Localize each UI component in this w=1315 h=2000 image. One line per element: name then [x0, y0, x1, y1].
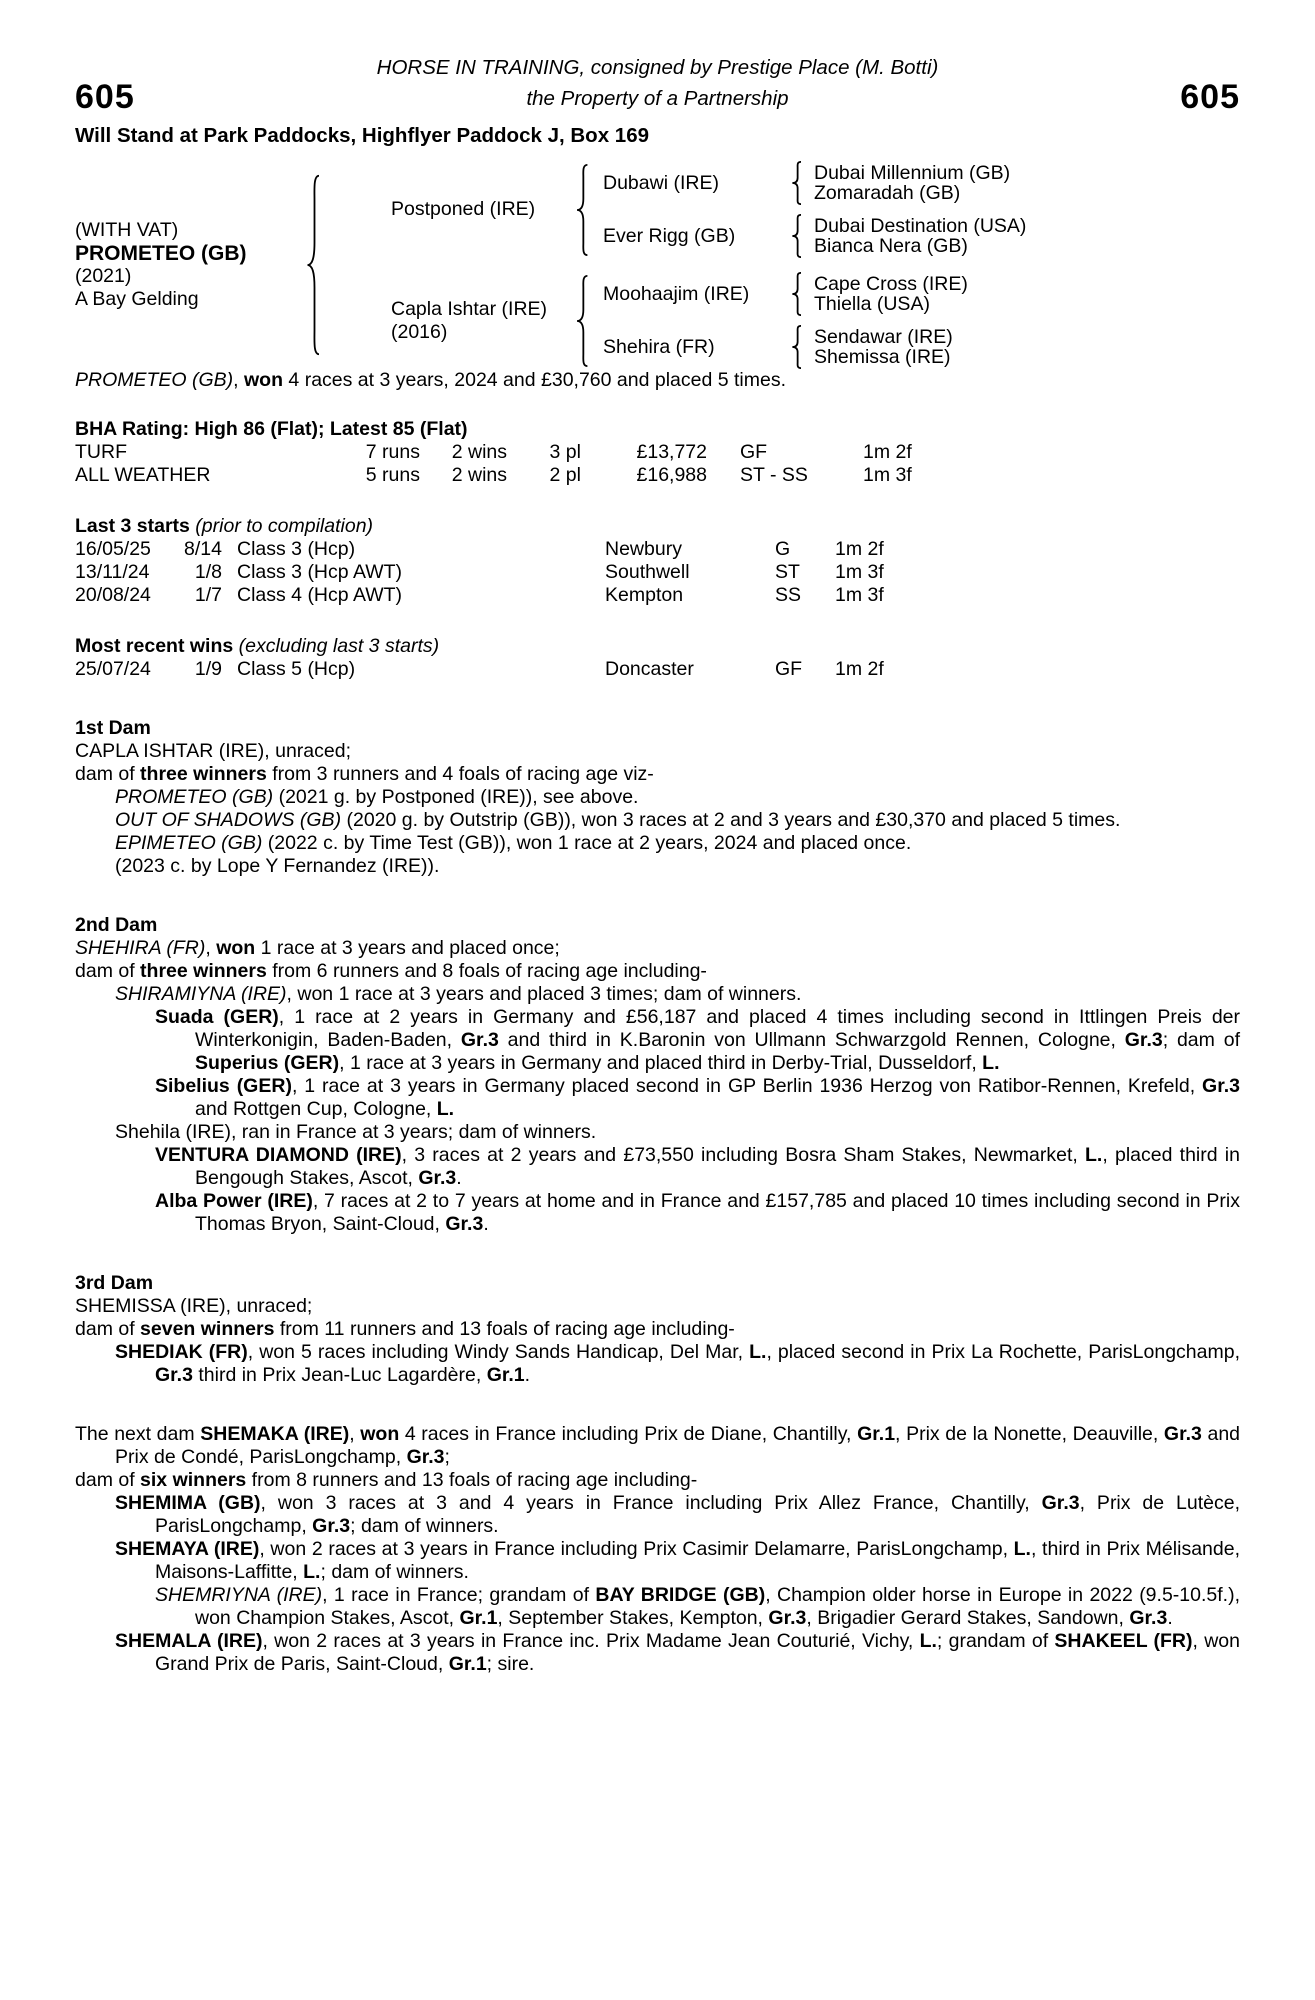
- dam-heading: 1st Dam: [75, 717, 151, 739]
- vat-note: (WITH VAT): [75, 219, 179, 241]
- text-segment: won: [216, 937, 256, 959]
- text-segment: SHEMAYA (IRE): [115, 1538, 260, 1560]
- ancestor-name: Sendawar (IRE): [814, 325, 953, 348]
- text-segment: 4 races in France including Prix de Diane, Chantilly,: [399, 1423, 858, 1445]
- text-segment: Gr.3: [768, 1607, 807, 1629]
- text-segment: , Prix de Lutèce, ParisLongchamp,: [155, 1492, 1241, 1537]
- text-segment: BAY BRIDGE (GB): [595, 1584, 766, 1606]
- pedigree-halves: [323, 161, 1026, 369]
- race-summary: [75, 369, 1240, 392]
- text-segment: SHEHIRA (FR): [75, 937, 206, 959]
- bha-stats-table: [75, 441, 1240, 487]
- text-segment: , 3 races at 2 years and £73,550 including Bosra Sham Stakes, Newmarket,: [401, 1144, 1086, 1166]
- text-segment: six winners: [140, 1469, 247, 1491]
- text-segment: , Prix de la Nonette, Deauville,: [895, 1423, 1164, 1445]
- ancestor-name: Ever Rigg (GB): [603, 224, 736, 247]
- lot-number-left: 605: [75, 78, 135, 116]
- pedigree-paragraph: [115, 832, 1240, 855]
- text-segment: SHEMIMA (GB): [115, 1492, 261, 1514]
- text-segment: and Prix de Condé, ParisLongchamp,: [115, 1423, 1241, 1468]
- table-cell: 5 runs: [365, 464, 420, 486]
- table-cell: 2 wins: [451, 464, 507, 486]
- text-segment: Gr.3: [445, 1213, 484, 1235]
- text-segment: Gr.3: [406, 1446, 445, 1468]
- text-segment: ; dam of: [1162, 1029, 1240, 1051]
- text-segment: L.: [436, 1098, 455, 1120]
- table-cell: 7 runs: [365, 441, 420, 463]
- table-cell: 1/7: [194, 584, 222, 606]
- great-grandparents: [804, 216, 1026, 257]
- great-grandparents: [804, 274, 968, 315]
- pedigree-paragraph: [155, 1144, 1240, 1190]
- ancestor-name: Shemissa (IRE): [814, 346, 951, 368]
- pedigree-paragraph: [115, 983, 1240, 1006]
- ancestor-name: Cape Cross (IRE): [814, 272, 968, 295]
- pedigree-paragraph: [115, 1630, 1240, 1676]
- text-segment: ; dam of winners.: [350, 1515, 499, 1537]
- text-segment: VENTURA DIAMOND (IRE): [155, 1144, 402, 1166]
- table-cell: 1m 2f: [835, 538, 884, 560]
- text-segment: third in Prix Jean-Luc Lagardère,: [192, 1364, 487, 1386]
- table-cell: ALL WEATHER: [75, 464, 211, 486]
- text-segment: from 6 runners and 8 foals of racing age including-: [266, 960, 707, 982]
- pedigree-paragraph: [155, 1006, 1240, 1075]
- race-result-row: [75, 538, 1240, 561]
- ancestor-name: Capla Ishtar (IRE): [391, 297, 548, 320]
- text-segment: Gr.3: [1163, 1423, 1202, 1445]
- table-cell: 1m 2f: [835, 658, 884, 680]
- page-header: [75, 52, 1240, 114]
- pedigree-paragraph: [75, 1469, 1240, 1492]
- stand-location-line: Will Stand at Park Paddocks, Highflyer Paddock J, Box 169: [75, 124, 649, 147]
- table-cell: 1m 3f: [835, 561, 884, 583]
- table-cell: 25/07/24: [75, 658, 151, 680]
- text-segment: Gr.3: [418, 1167, 457, 1189]
- text-segment: CAPLA ISHTAR (IRE), unraced;: [75, 740, 351, 762]
- text-segment: Shehila (IRE), ran in France at 3 years; dam of winners.: [115, 1121, 597, 1143]
- table-cell: 1m 3f: [835, 584, 884, 606]
- ancestor-name: Bianca Nera (GB): [814, 235, 968, 257]
- text-segment: , September Stakes, Kempton,: [497, 1607, 769, 1629]
- brace-icon: [789, 325, 804, 369]
- great-grandparents: [804, 163, 1010, 204]
- text-segment: ; dam of winners.: [320, 1561, 469, 1583]
- dam-section: [75, 1272, 1240, 1387]
- text-segment: The next dam: [75, 1423, 201, 1445]
- brace-icon: [789, 214, 804, 258]
- pedigree-paragraph: [115, 786, 1240, 809]
- pedigree-paragraph: [75, 740, 1240, 763]
- text-segment: SHAKEEL (FR): [1054, 1630, 1193, 1652]
- text-segment: (2023 c. by Lope Y Fernandez (IRE)).: [115, 855, 440, 877]
- text-segment: OUT OF SHADOWS (GB): [115, 809, 342, 831]
- pedigree-paragraph: [75, 1423, 1241, 1469]
- race-result-row: [75, 584, 1240, 607]
- text-segment: ;: [444, 1446, 450, 1468]
- ancestor-name: Dubai Destination (USA): [814, 214, 1027, 237]
- horse-name: PROMETEO (GB): [75, 242, 247, 265]
- last3-note: (prior to compilation): [189, 515, 374, 537]
- brace-icon: [789, 272, 804, 316]
- text-segment: , 1 race at 3 years in Germany placed second in GP Berlin 1936 Herzog von Ratibor-Rennen, Krefeld,: [291, 1075, 1203, 1097]
- text-segment: Gr.3: [312, 1515, 351, 1537]
- text-segment: , placed third in Bengough Stakes, Ascot,: [195, 1144, 1240, 1189]
- text-segment: Gr.3: [1129, 1607, 1168, 1629]
- pedigree-paragraph: [75, 937, 1240, 960]
- brace-icon: [303, 172, 323, 358]
- text-segment: (2022 c. by Time Test (GB)), won 1 race at 2 years, 2024 and placed once.: [262, 832, 912, 854]
- ancestor-name: Dubawi (IRE): [603, 171, 719, 194]
- pedigree-paragraph: [75, 763, 1240, 786]
- text-segment: .: [524, 1364, 531, 1386]
- dam-section: [75, 717, 1240, 878]
- text-segment: three winners: [140, 960, 267, 982]
- text-segment: Suada (GER): [155, 1006, 279, 1028]
- text-segment: Gr.3: [1202, 1075, 1240, 1097]
- text-segment: and third in K.Baronin von Ullmann Schwarzgold Rennen, Cologne,: [498, 1029, 1125, 1051]
- text-segment: ; sire.: [486, 1653, 535, 1675]
- text-segment: L.: [919, 1630, 937, 1652]
- text-segment: , won 3 races at 3 and 4 years in France including Prix Allez France, Chantilly,: [260, 1492, 1042, 1514]
- grandparent-group: [591, 325, 968, 369]
- pedigree-paragraph: [115, 1121, 1240, 1144]
- table-cell: 20/08/24: [75, 584, 151, 606]
- bha-rating-heading: BHA Rating: High 86 (Flat); Latest 85 (Flat): [75, 418, 468, 440]
- text-segment: ; grandam of: [936, 1630, 1055, 1652]
- table-cell: SS: [775, 584, 802, 606]
- table-cell: TURF: [75, 441, 127, 463]
- text-segment: , won Grand Prix de Paris, Saint-Cloud,: [155, 1630, 1240, 1675]
- race-result-row: [75, 658, 1240, 681]
- table-cell: £13,772: [636, 441, 707, 463]
- text-segment: SHEMRIYNA (IRE): [155, 1584, 323, 1606]
- table-cell: Doncaster: [605, 658, 694, 680]
- ancestor-name: Postponed (IRE): [391, 198, 536, 220]
- table-cell: ST - SS: [740, 464, 808, 486]
- pedigree-paragraph: [75, 1295, 1240, 1318]
- table-cell: Class 5 (Hcp): [237, 658, 356, 680]
- text-segment: from 11 runners and 13 foals of racing age including-: [274, 1318, 735, 1340]
- bha-table-row: [75, 464, 1240, 487]
- brace-icon: [789, 161, 804, 205]
- recent-note: (excluding last 3 starts): [233, 635, 440, 657]
- great-grandparents: [804, 327, 953, 368]
- text-segment: , won 5 races including Windy Sands Handicap, Del Mar,: [247, 1341, 750, 1363]
- text-segment: , Brigadier Gerard Stakes, Sandown,: [806, 1607, 1130, 1629]
- property-line: the Property of a Partnership: [526, 87, 789, 110]
- text-segment: PROMETEO (GB): [115, 786, 274, 808]
- table-cell: 8/14: [184, 538, 222, 560]
- text-segment: 1 race at 3 years and placed once;: [255, 937, 560, 959]
- text-segment: Gr.3: [1124, 1029, 1163, 1051]
- table-cell: Kempton: [605, 584, 684, 606]
- table-cell: GF: [775, 658, 803, 680]
- pedigree-paragraph: [155, 1190, 1240, 1236]
- next-dam-section: [75, 1423, 1240, 1676]
- text-segment: dam of: [75, 763, 141, 785]
- last3-title: Last 3 starts: [75, 515, 190, 537]
- table-cell: 1m 3f: [863, 464, 912, 486]
- foaling-year: (2021): [75, 265, 132, 287]
- text-segment: PROMETEO (GB): [75, 369, 234, 391]
- text-segment: , third in Prix Mélisande, Maisons-Laffitte,: [155, 1538, 1240, 1583]
- table-cell: Class 3 (Hcp): [237, 538, 356, 560]
- grandparents-column: [591, 272, 968, 369]
- table-cell: 16/05/25: [75, 538, 151, 560]
- table-cell: GF: [740, 441, 768, 463]
- text-segment: L.: [982, 1052, 1000, 1074]
- last-3-starts-section: [75, 515, 1240, 607]
- text-segment: dam of: [75, 1469, 141, 1491]
- text-segment: three winners: [140, 763, 267, 785]
- recent-title: Most recent wins: [75, 635, 234, 657]
- pedigree-paragraph: [115, 1341, 1240, 1387]
- text-segment: ,: [233, 369, 245, 391]
- text-segment: SHEMISSA (IRE), unraced;: [75, 1295, 313, 1317]
- pedigree-paragraph: [115, 1538, 1240, 1584]
- text-segment: Superius (GER): [195, 1052, 340, 1074]
- pedigree-chart: [75, 161, 1240, 369]
- text-segment: L.: [749, 1341, 767, 1363]
- text-segment: Gr.1: [857, 1423, 896, 1445]
- text-segment: Sibelius (GER): [155, 1075, 292, 1097]
- text-segment: .: [456, 1167, 462, 1189]
- table-cell: 1/8: [194, 561, 222, 583]
- text-segment: SHIRAMIYNA (IRE): [115, 983, 287, 1005]
- pedigree-paragraph: [155, 1584, 1240, 1630]
- lot-number-right: 605: [1180, 78, 1240, 116]
- dam-name: [323, 298, 573, 344]
- dam-heading: 3rd Dam: [75, 1272, 154, 1294]
- text-segment: Alba Power (IRE): [155, 1190, 313, 1212]
- brace-icon: [573, 274, 591, 368]
- pedigree-tree: [303, 161, 1240, 369]
- table-cell: 13/11/24: [75, 561, 150, 583]
- text-segment: , 1 race at 2 years in Germany and £56,187 and placed 4 times including second in Ittlingen Preis der Winterkonigin, Baden-Baden,: [195, 1006, 1240, 1051]
- dam-branch: [323, 272, 1026, 369]
- text-segment: , won 1 race at 3 years and placed 3 times; dam of winners.: [286, 983, 802, 1005]
- table-cell: 3 pl: [549, 441, 581, 463]
- text-segment: , Champion older horse in Europe in 2022 (9.5-10.5f.), won Champion Stakes, Ascot,: [195, 1584, 1240, 1629]
- table-cell: Southwell: [605, 561, 690, 583]
- text-segment: 4 races at 3 years, 2024 and £30,760 and placed 5 times.: [283, 369, 787, 391]
- text-segment: , won 2 races at 3 years in France inc. Prix Madame Jean Couturié, Vichy,: [262, 1630, 920, 1652]
- horse-details: [75, 161, 303, 369]
- text-segment: from 3 runners and 4 foals of racing age viz-: [266, 763, 654, 785]
- header-titles: [135, 52, 1181, 114]
- ancestor-name: Dubai Millennium (GB): [814, 161, 1011, 184]
- table-cell: Class 3 (Hcp AWT): [237, 561, 403, 583]
- grandparents-column: [591, 161, 1026, 258]
- sire-branch: [323, 161, 1026, 258]
- grandparent-group: [591, 272, 968, 316]
- text-segment: (2020 g. by Outstrip (GB)), won 3 races at 2 and 3 years and £30,370 and placed 5 times.: [341, 809, 1121, 831]
- text-segment: from 8 runners and 13 foals of racing age including-: [246, 1469, 698, 1491]
- table-cell: Class 4 (Hcp AWT): [237, 584, 403, 606]
- grandparent-group: [591, 214, 1026, 258]
- table-cell: 1m 2f: [863, 441, 912, 463]
- table-cell: G: [775, 538, 791, 560]
- text-segment: and Rottgen Cup, Cologne,: [195, 1098, 437, 1120]
- text-segment: Gr.3: [460, 1029, 499, 1051]
- grandparent-group: [591, 161, 1026, 205]
- brace-icon: [573, 163, 591, 257]
- pedigree-paragraph: [115, 855, 1240, 878]
- dam-sections: [75, 717, 1240, 1676]
- table-cell: 2 pl: [549, 464, 581, 486]
- text-segment: dam of: [75, 960, 141, 982]
- recent-heading: [75, 635, 1240, 658]
- sire-name: [323, 198, 573, 221]
- ancestor-year: (2016): [391, 320, 448, 343]
- table-cell: ST: [775, 561, 800, 583]
- dam-heading: 2nd Dam: [75, 914, 158, 936]
- text-segment: (2021 g. by Postponed (IRE)), see above.: [273, 786, 639, 808]
- text-segment: SHEDIAK (FR): [115, 1341, 248, 1363]
- text-segment: seven winners: [140, 1318, 275, 1340]
- pedigree-paragraph: [75, 960, 1240, 983]
- text-segment: SHEMALA (IRE): [115, 1630, 263, 1652]
- text-segment: Gr.1: [486, 1364, 525, 1386]
- text-segment: dam of: [75, 1318, 141, 1340]
- text-segment: , won 2 races at 3 years in France including Prix Casimir Delamarre, ParisLongchamp,: [259, 1538, 1014, 1560]
- text-segment: , placed second in Prix La Rochette, ParisLongchamp,: [766, 1341, 1240, 1363]
- text-segment: Gr.1: [459, 1607, 498, 1629]
- text-segment: , 1 race at 3 years in Germany and placed third in Derby-Trial, Dusseldorf,: [339, 1052, 983, 1074]
- bha-table-row: [75, 441, 1240, 464]
- ancestor-name: Shehira (FR): [603, 335, 715, 358]
- text-segment: .: [483, 1213, 489, 1235]
- text-segment: EPIMETEO (GB): [115, 832, 263, 854]
- table-cell: Newbury: [605, 538, 682, 560]
- text-segment: Gr.1: [448, 1653, 487, 1675]
- text-segment: SHEMAKA (IRE): [200, 1423, 350, 1445]
- text-segment: ,: [205, 937, 217, 959]
- text-segment: , 1 race in France; grandam of: [322, 1584, 596, 1606]
- horse-description: A Bay Gelding: [75, 288, 199, 310]
- dam-section: [75, 914, 1240, 1236]
- ancestor-name: Zomaradah (GB): [814, 182, 961, 204]
- pedigree-paragraph: [115, 809, 1240, 832]
- most-recent-wins-section: [75, 635, 1240, 681]
- ancestor-name: Thiella (USA): [814, 293, 930, 315]
- ancestor-name: Moohaajim (IRE): [603, 282, 750, 305]
- table-cell: 1/9: [194, 658, 222, 680]
- table-cell: 2 wins: [451, 441, 507, 463]
- text-segment: Gr.3: [155, 1364, 193, 1386]
- text-segment: L.: [303, 1561, 321, 1583]
- text-segment: won: [360, 1423, 400, 1445]
- text-segment: L.: [1013, 1538, 1031, 1560]
- race-result-row: [75, 561, 1240, 584]
- table-cell: £16,988: [636, 464, 707, 486]
- text-segment: ,: [349, 1423, 361, 1445]
- text-segment: L.: [1085, 1144, 1103, 1166]
- text-segment: .: [1167, 1607, 1173, 1629]
- text-segment: , 7 races at 2 to 7 years at home and in France and £157,785 and placed 10 times including second in Prix Thomas Bryon, Saint-Cloud,: [195, 1190, 1240, 1235]
- pedigree-paragraph: [115, 1492, 1241, 1538]
- text-segment: won: [244, 369, 284, 391]
- consignor-line: HORSE IN TRAINING, consigned by Prestige Place (M. Botti): [376, 56, 939, 79]
- text-segment: Gr.3: [1041, 1492, 1080, 1514]
- last3-heading: [75, 515, 1240, 538]
- pedigree-paragraph: [155, 1075, 1240, 1121]
- pedigree-paragraph: [75, 1318, 1240, 1341]
